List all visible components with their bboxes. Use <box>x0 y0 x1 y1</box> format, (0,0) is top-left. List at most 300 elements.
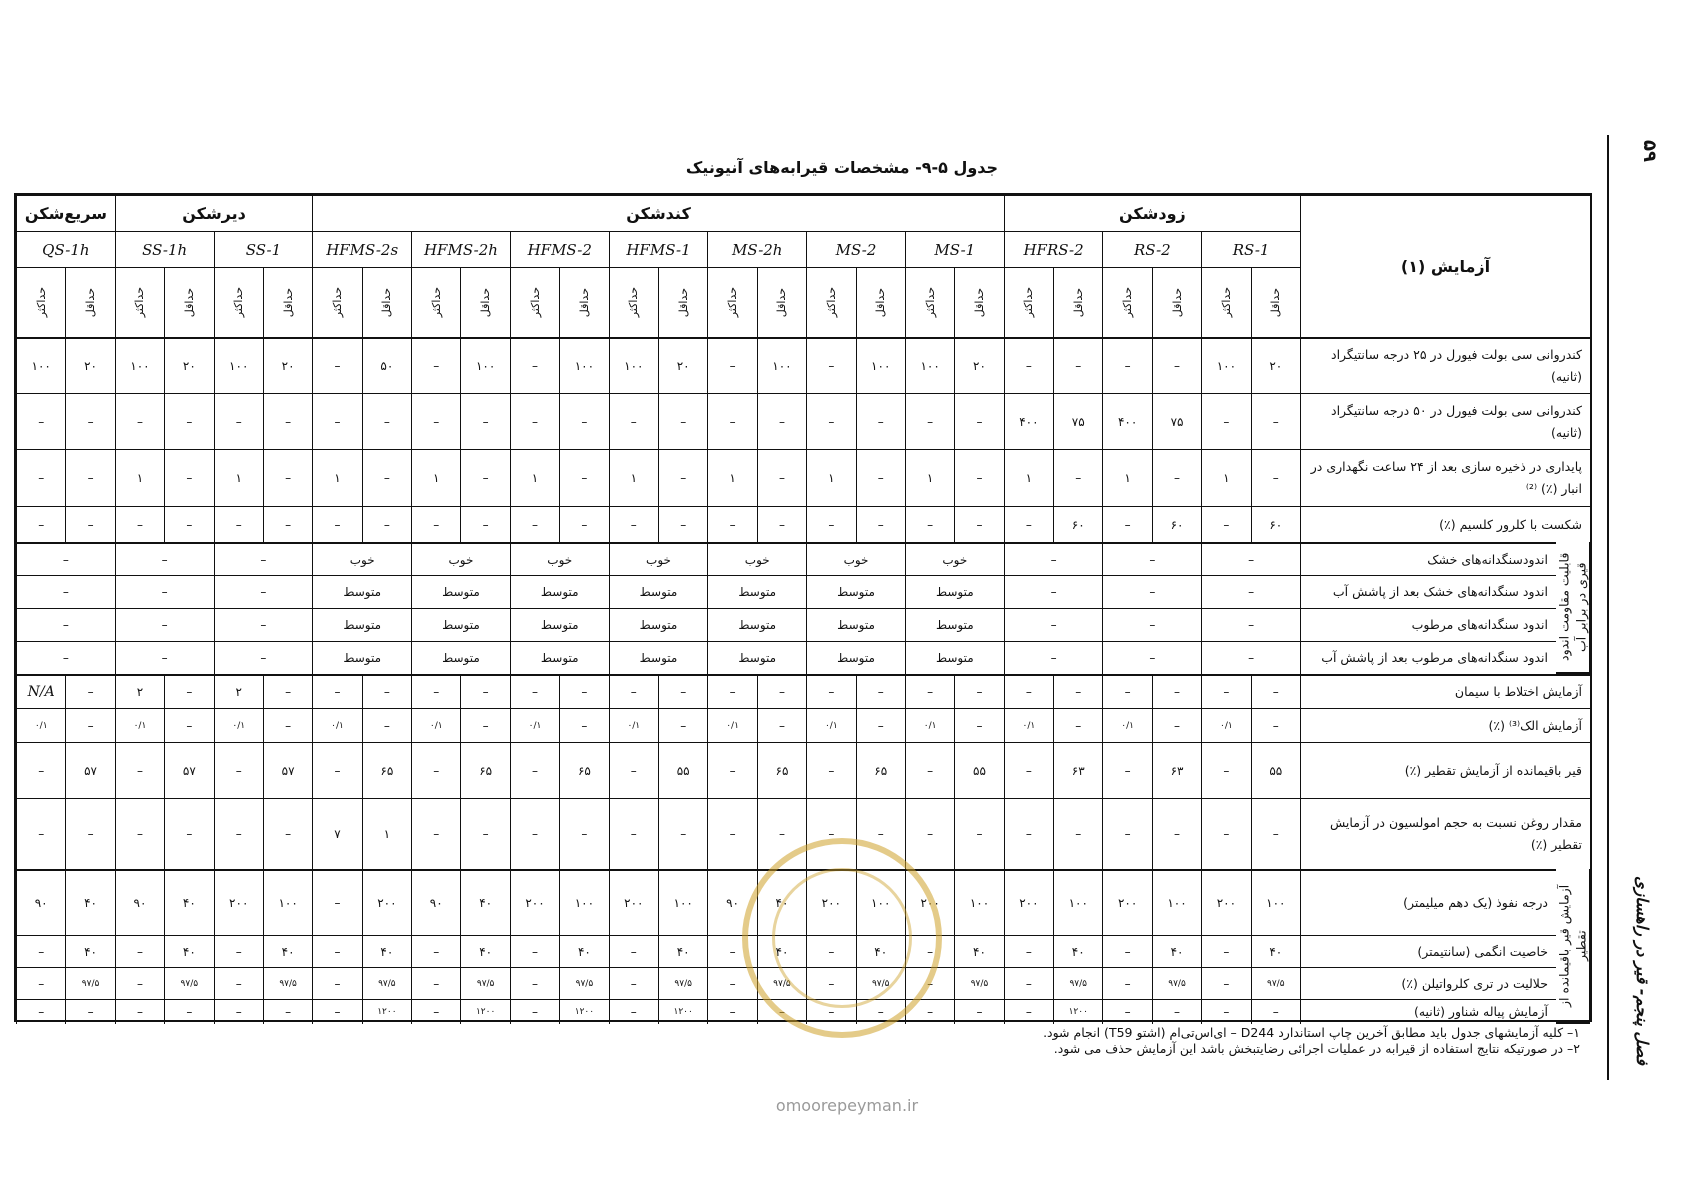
value-cell: ۲۰ <box>65 337 114 393</box>
value-cell: – <box>806 337 855 393</box>
value-cell: ۱۰۰ <box>16 337 65 393</box>
value-cell: ۱۰۰ <box>115 337 164 393</box>
value-cell: ۷۵ <box>1053 393 1102 449</box>
value-cell: ۴۰ <box>164 869 213 935</box>
value-cell: ۱ <box>609 449 658 506</box>
value-cell: – <box>1102 999 1151 1024</box>
coating-value: – <box>1004 608 1103 641</box>
value-cell: ۱۲۰۰ <box>658 999 707 1024</box>
value-cell: ۱ <box>1004 449 1053 506</box>
value-cell: – <box>1004 674 1053 708</box>
value-cell: – <box>1102 506 1151 542</box>
value-cell: ۶۰ <box>1053 506 1102 542</box>
value-cell: – <box>164 506 213 542</box>
coating-value: متوسط <box>312 608 411 641</box>
coating-value: متوسط <box>609 575 708 608</box>
value-cell: – <box>856 449 905 506</box>
value-cell: – <box>806 674 855 708</box>
value-cell: – <box>1004 935 1053 967</box>
value-cell: – <box>1201 742 1250 798</box>
value-cell: – <box>214 393 263 449</box>
value-cell: – <box>856 674 905 708</box>
value-cell: – <box>214 742 263 798</box>
coating-value: – <box>115 641 214 674</box>
max-header: حداکثر <box>707 267 756 337</box>
coating-value: متوسط <box>312 641 411 674</box>
value-cell: ۴۰ <box>1053 935 1102 967</box>
value-cell: – <box>362 449 411 506</box>
value-cell: – <box>905 742 954 798</box>
value-cell: – <box>609 935 658 967</box>
test-name: پایداری در ذخیره سازی بعد از ۲۴ ساعت نگهداری در انبار (٪) ⁽²⁾ <box>1300 449 1590 506</box>
value-cell: ۴۰ <box>856 935 905 967</box>
value-cell: ۰/۱ <box>411 708 460 742</box>
value-cell: – <box>954 999 1003 1024</box>
min-header: حداقل <box>263 267 312 337</box>
value-cell: ۶۳ <box>1152 742 1201 798</box>
value-cell: ۲۰۰ <box>1201 869 1250 935</box>
value-cell: ۱ <box>905 449 954 506</box>
coating-value: متوسط <box>905 608 1004 641</box>
coating-value: خوب <box>312 542 411 575</box>
value-cell: ۵۷ <box>65 742 114 798</box>
value-cell: – <box>65 674 114 708</box>
value-cell: – <box>312 999 361 1024</box>
value-cell: – <box>16 798 65 869</box>
header-test-cell: آزمایش (۱) <box>1300 195 1590 337</box>
value-cell: – <box>460 708 509 742</box>
value-cell: – <box>905 674 954 708</box>
value-cell: – <box>905 506 954 542</box>
grade-header: HFMS-2h <box>411 231 510 267</box>
value-cell: ۴۰۰ <box>1102 393 1151 449</box>
value-cell: – <box>1152 449 1201 506</box>
value-cell: ۹۷/۵ <box>460 967 509 999</box>
value-cell: – <box>1102 935 1151 967</box>
coating-value: متوسط <box>806 608 905 641</box>
value-cell: – <box>707 742 756 798</box>
value-cell: – <box>164 393 213 449</box>
value-cell: – <box>1251 708 1300 742</box>
value-cell: – <box>1201 999 1250 1024</box>
value-cell: ۴۰ <box>65 869 114 935</box>
value-cell: – <box>559 506 608 542</box>
value-cell: ۲۰ <box>658 337 707 393</box>
value-cell: ۲۰ <box>1251 337 1300 393</box>
value-cell: – <box>411 967 460 999</box>
value-cell: – <box>164 674 213 708</box>
coating-value: متوسط <box>510 608 609 641</box>
value-cell: – <box>164 798 213 869</box>
value-cell: – <box>954 798 1003 869</box>
value-cell: ۶۰ <box>1251 506 1300 542</box>
value-cell: ۶۳ <box>1053 742 1102 798</box>
value-cell: ۹۷/۵ <box>1053 967 1102 999</box>
value-cell: ۲۰۰ <box>1102 869 1151 935</box>
watermark-stamp-inner <box>772 868 912 1008</box>
coating-value: خوب <box>609 542 708 575</box>
value-cell: ۹۷/۵ <box>559 967 608 999</box>
value-cell: – <box>757 449 806 506</box>
value-cell: – <box>510 798 559 869</box>
value-cell: ۱۰۰ <box>559 869 608 935</box>
value-cell: – <box>460 393 509 449</box>
coating-test-name: اندود سنگدانه‌های مرطوب <box>1300 608 1556 641</box>
chapter-label: فصل پنجم- قیر در راهسازی <box>1633 875 1652 1065</box>
value-cell: ۱۰۰ <box>658 869 707 935</box>
footnote-2: ۲– در صورتیکه نتایج استفاده از قیرابه در عملیات اجرائی رضایتبخش باشد این آزمایش حذف می شود. <box>1053 1041 1580 1056</box>
value-cell: – <box>65 393 114 449</box>
value-cell: – <box>1004 742 1053 798</box>
grade-header: MS-2 <box>806 231 905 267</box>
max-header: حداکثر <box>312 267 361 337</box>
value-cell: ۹۰ <box>16 869 65 935</box>
coating-test-name: اندودسنگدانه‌های خشک <box>1300 542 1556 575</box>
value-cell: ۱۰۰ <box>856 869 905 935</box>
value-cell: – <box>559 393 608 449</box>
value-cell: – <box>510 506 559 542</box>
max-header: حداکثر <box>411 267 460 337</box>
value-cell: – <box>164 708 213 742</box>
value-cell: – <box>214 967 263 999</box>
value-cell: ۵۵ <box>954 742 1003 798</box>
value-cell: – <box>658 393 707 449</box>
grade-header: HFMS-2s <box>312 231 411 267</box>
value-cell: – <box>609 742 658 798</box>
value-cell: ۲۰ <box>263 337 312 393</box>
value-cell: – <box>658 506 707 542</box>
value-cell: ۹۷/۵ <box>1152 967 1201 999</box>
coating-value: خوب <box>806 542 905 575</box>
value-cell: – <box>16 742 65 798</box>
value-cell: – <box>65 708 114 742</box>
value-cell: – <box>312 935 361 967</box>
value-cell: – <box>609 674 658 708</box>
value-cell: – <box>1152 674 1201 708</box>
coating-value: – <box>1004 641 1103 674</box>
coating-value: خوب <box>707 542 806 575</box>
value-cell: – <box>214 999 263 1024</box>
footnote-1: ۱– کلیه آزمایشهای جدول باید مطابق آخرین چاپ استاندارد D244 – ای‌اس‌تی‌ام (اشتو T59) انجام شود. <box>1043 1025 1580 1040</box>
coating-value: – <box>16 641 115 674</box>
value-cell: – <box>954 674 1003 708</box>
value-cell: ۹۷/۵ <box>65 967 114 999</box>
coating-value: – <box>1004 575 1103 608</box>
coating-value: – <box>1201 641 1300 674</box>
max-header: حداکثر <box>115 267 164 337</box>
value-cell: ۵۷ <box>164 742 213 798</box>
value-cell: – <box>312 742 361 798</box>
grade-header: HFRS-2 <box>1004 231 1103 267</box>
value-cell: – <box>411 337 460 393</box>
value-cell: ۰/۱ <box>115 708 164 742</box>
group-header: دیرشکن <box>115 195 313 231</box>
value-cell: – <box>1201 798 1250 869</box>
value-cell: ۰/۱ <box>312 708 361 742</box>
value-cell: – <box>658 449 707 506</box>
value-cell: ۱ <box>411 449 460 506</box>
value-cell: – <box>707 674 756 708</box>
value-cell: – <box>1201 967 1250 999</box>
value-cell: – <box>1251 999 1300 1024</box>
value-cell: – <box>115 506 164 542</box>
value-cell: – <box>806 742 855 798</box>
value-cell: – <box>1102 337 1151 393</box>
value-cell: – <box>263 798 312 869</box>
value-cell: ۶۰ <box>1152 506 1201 542</box>
min-header: حداقل <box>164 267 213 337</box>
value-cell: ۰/۱ <box>1004 708 1053 742</box>
coating-value: متوسط <box>411 575 510 608</box>
value-cell: N/A <box>16 674 65 708</box>
grade-header: MS-1 <box>905 231 1004 267</box>
value-cell: ۰/۱ <box>707 708 756 742</box>
coating-value: – <box>214 641 313 674</box>
min-header: حداقل <box>954 267 1003 337</box>
value-cell: ۹۷/۵ <box>1251 967 1300 999</box>
value-cell: ۱۰۰ <box>856 337 905 393</box>
value-cell: ۷۵ <box>1152 393 1201 449</box>
value-cell: – <box>609 999 658 1024</box>
value-cell: – <box>757 999 806 1024</box>
value-cell: ۴۰ <box>658 935 707 967</box>
value-cell: – <box>1102 798 1151 869</box>
test-name: مقدار روغن نسبت به حجم امولسیون در آزمایش تقطیر (٪) <box>1300 798 1590 869</box>
value-cell: ۱۲۰۰ <box>460 999 509 1024</box>
value-cell: ۲۰۰ <box>609 869 658 935</box>
residue-test-name: درجه نفوذ (یک دهم میلیمتر) <box>1300 869 1556 935</box>
coating-value: متوسط <box>905 641 1004 674</box>
value-cell: ۰/۱ <box>609 708 658 742</box>
min-header: حداقل <box>1053 267 1102 337</box>
value-cell: – <box>806 506 855 542</box>
coating-value: – <box>115 542 214 575</box>
value-cell: – <box>757 708 806 742</box>
value-cell: – <box>1053 674 1102 708</box>
coating-value: خوب <box>905 542 1004 575</box>
coating-test-name: اندود سنگدانه‌های مرطوب بعد از پاشش آب <box>1300 641 1556 674</box>
value-cell: – <box>312 506 361 542</box>
value-cell: ۹۰ <box>115 869 164 935</box>
value-cell: – <box>1102 742 1151 798</box>
coating-value: متوسط <box>312 575 411 608</box>
value-cell: – <box>856 798 905 869</box>
value-cell: – <box>263 708 312 742</box>
coating-value: – <box>16 575 115 608</box>
value-cell: – <box>1053 798 1102 869</box>
value-cell: – <box>460 506 509 542</box>
coating-value: متوسط <box>707 641 806 674</box>
value-cell: ۱ <box>362 798 411 869</box>
value-cell: – <box>411 798 460 869</box>
value-cell: – <box>263 393 312 449</box>
value-cell: – <box>707 506 756 542</box>
value-cell: ۱۰۰ <box>214 337 263 393</box>
value-cell: ۰/۱ <box>905 708 954 742</box>
value-cell: – <box>510 967 559 999</box>
value-cell: ۵۵ <box>658 742 707 798</box>
value-cell: – <box>856 506 905 542</box>
value-cell: – <box>65 506 114 542</box>
value-cell: – <box>757 674 806 708</box>
value-cell: – <box>1152 999 1201 1024</box>
value-cell: – <box>559 449 608 506</box>
value-cell: – <box>16 967 65 999</box>
value-cell: ۱۰۰ <box>1201 337 1250 393</box>
residue-side-label: آزمایش قیر باقیمانده از تقطیر <box>1556 869 1590 1024</box>
value-cell: – <box>411 393 460 449</box>
coating-value: متوسط <box>411 608 510 641</box>
value-cell: – <box>65 999 114 1024</box>
value-cell: ۹۷/۵ <box>856 967 905 999</box>
coating-test-name: اندود سنگدانه‌های خشک بعد از پاشش آب <box>1300 575 1556 608</box>
coating-value: متوسط <box>707 575 806 608</box>
website-watermark: omoorepeyman.ir <box>775 1096 919 1115</box>
value-cell: – <box>65 449 114 506</box>
coating-value: – <box>1201 542 1300 575</box>
value-cell: ۴۰ <box>954 935 1003 967</box>
coating-value: – <box>214 542 313 575</box>
value-cell: – <box>905 967 954 999</box>
value-cell: – <box>460 449 509 506</box>
value-cell: ۴۰ <box>757 869 806 935</box>
value-cell: – <box>115 393 164 449</box>
value-cell: – <box>1201 506 1250 542</box>
value-cell: – <box>1201 674 1250 708</box>
value-cell: – <box>1251 393 1300 449</box>
value-cell: – <box>16 449 65 506</box>
value-cell: – <box>559 708 608 742</box>
value-cell: – <box>510 674 559 708</box>
value-cell: ۱۲۰۰ <box>362 999 411 1024</box>
value-cell: – <box>806 967 855 999</box>
value-cell: ۴۰ <box>1152 935 1201 967</box>
value-cell: ۵۰ <box>362 337 411 393</box>
value-cell: ۶۵ <box>757 742 806 798</box>
max-header: حداکثر <box>16 267 65 337</box>
value-cell: – <box>905 393 954 449</box>
coating-value: – <box>16 542 115 575</box>
value-cell: ۱ <box>115 449 164 506</box>
value-cell: – <box>312 674 361 708</box>
value-cell: – <box>856 708 905 742</box>
value-cell: ۴۰ <box>164 935 213 967</box>
grade-header: HFMS-1 <box>609 231 708 267</box>
value-cell: ۹۷/۵ <box>362 967 411 999</box>
value-cell: – <box>164 999 213 1024</box>
value-cell: – <box>757 506 806 542</box>
coating-value: متوسط <box>510 641 609 674</box>
grade-header: RS-2 <box>1102 231 1201 267</box>
value-cell: ۱۰۰ <box>263 869 312 935</box>
value-cell: – <box>460 674 509 708</box>
value-cell: – <box>1152 708 1201 742</box>
value-cell: – <box>905 798 954 869</box>
value-cell: – <box>164 449 213 506</box>
value-cell: – <box>16 506 65 542</box>
value-cell: ۴۰ <box>65 935 114 967</box>
value-cell: – <box>707 337 756 393</box>
coating-value: – <box>1004 542 1103 575</box>
value-cell: – <box>707 935 756 967</box>
value-cell: – <box>707 393 756 449</box>
min-header: حداقل <box>1152 267 1201 337</box>
value-cell: ۱۰۰ <box>757 337 806 393</box>
coating-value: – <box>1201 608 1300 641</box>
value-cell: – <box>1251 449 1300 506</box>
value-cell: ۱۰۰ <box>559 337 608 393</box>
coating-value: – <box>1102 542 1201 575</box>
value-cell: ۱ <box>214 449 263 506</box>
value-cell: – <box>1004 337 1053 393</box>
value-cell: ۶۵ <box>559 742 608 798</box>
value-cell: – <box>411 999 460 1024</box>
group-header: زودشکن <box>1004 195 1300 231</box>
value-cell: – <box>411 506 460 542</box>
value-cell: – <box>559 674 608 708</box>
value-cell: – <box>263 999 312 1024</box>
value-cell: ۱ <box>707 449 756 506</box>
value-cell: – <box>806 798 855 869</box>
coating-value: متوسط <box>806 641 905 674</box>
value-cell: – <box>1004 967 1053 999</box>
value-cell: – <box>263 506 312 542</box>
value-cell: – <box>856 393 905 449</box>
value-cell: – <box>905 999 954 1024</box>
max-header: حداکثر <box>1102 267 1151 337</box>
min-header: حداقل <box>559 267 608 337</box>
value-cell: ۱ <box>312 449 361 506</box>
margin-rule <box>1607 135 1609 1080</box>
min-header: حداقل <box>757 267 806 337</box>
value-cell: – <box>1152 337 1201 393</box>
value-cell: ۴۰۰ <box>1004 393 1053 449</box>
value-cell: ۹۷/۵ <box>954 967 1003 999</box>
value-cell: – <box>16 393 65 449</box>
value-cell: – <box>1004 798 1053 869</box>
value-cell: – <box>312 869 361 935</box>
value-cell: – <box>609 393 658 449</box>
value-cell: ۱۰۰ <box>1053 869 1102 935</box>
value-cell: ۱ <box>1201 449 1250 506</box>
value-cell: – <box>658 708 707 742</box>
coating-value: متوسط <box>905 575 1004 608</box>
value-cell: ۲۰۰ <box>1004 869 1053 935</box>
value-cell: ۱۲۰۰ <box>1053 999 1102 1024</box>
value-cell: – <box>707 967 756 999</box>
value-cell: – <box>510 337 559 393</box>
value-cell: ۴۰ <box>460 935 509 967</box>
value-cell: – <box>806 935 855 967</box>
value-cell: ۷ <box>312 798 361 869</box>
coating-value: متوسط <box>806 575 905 608</box>
min-header: حداقل <box>1251 267 1300 337</box>
value-cell: ۲۰۰ <box>905 869 954 935</box>
value-cell: – <box>1152 798 1201 869</box>
value-cell: – <box>609 798 658 869</box>
value-cell: – <box>115 742 164 798</box>
value-cell: – <box>806 999 855 1024</box>
grade-header: RS-1 <box>1201 231 1300 267</box>
max-header: حداکثر <box>609 267 658 337</box>
value-cell: – <box>362 506 411 542</box>
value-cell: – <box>214 506 263 542</box>
min-header: حداقل <box>658 267 707 337</box>
value-cell: – <box>1251 798 1300 869</box>
value-cell: ۶۵ <box>460 742 509 798</box>
value-cell: ۱۲۰۰ <box>559 999 608 1024</box>
value-cell: ۴۰ <box>362 935 411 967</box>
